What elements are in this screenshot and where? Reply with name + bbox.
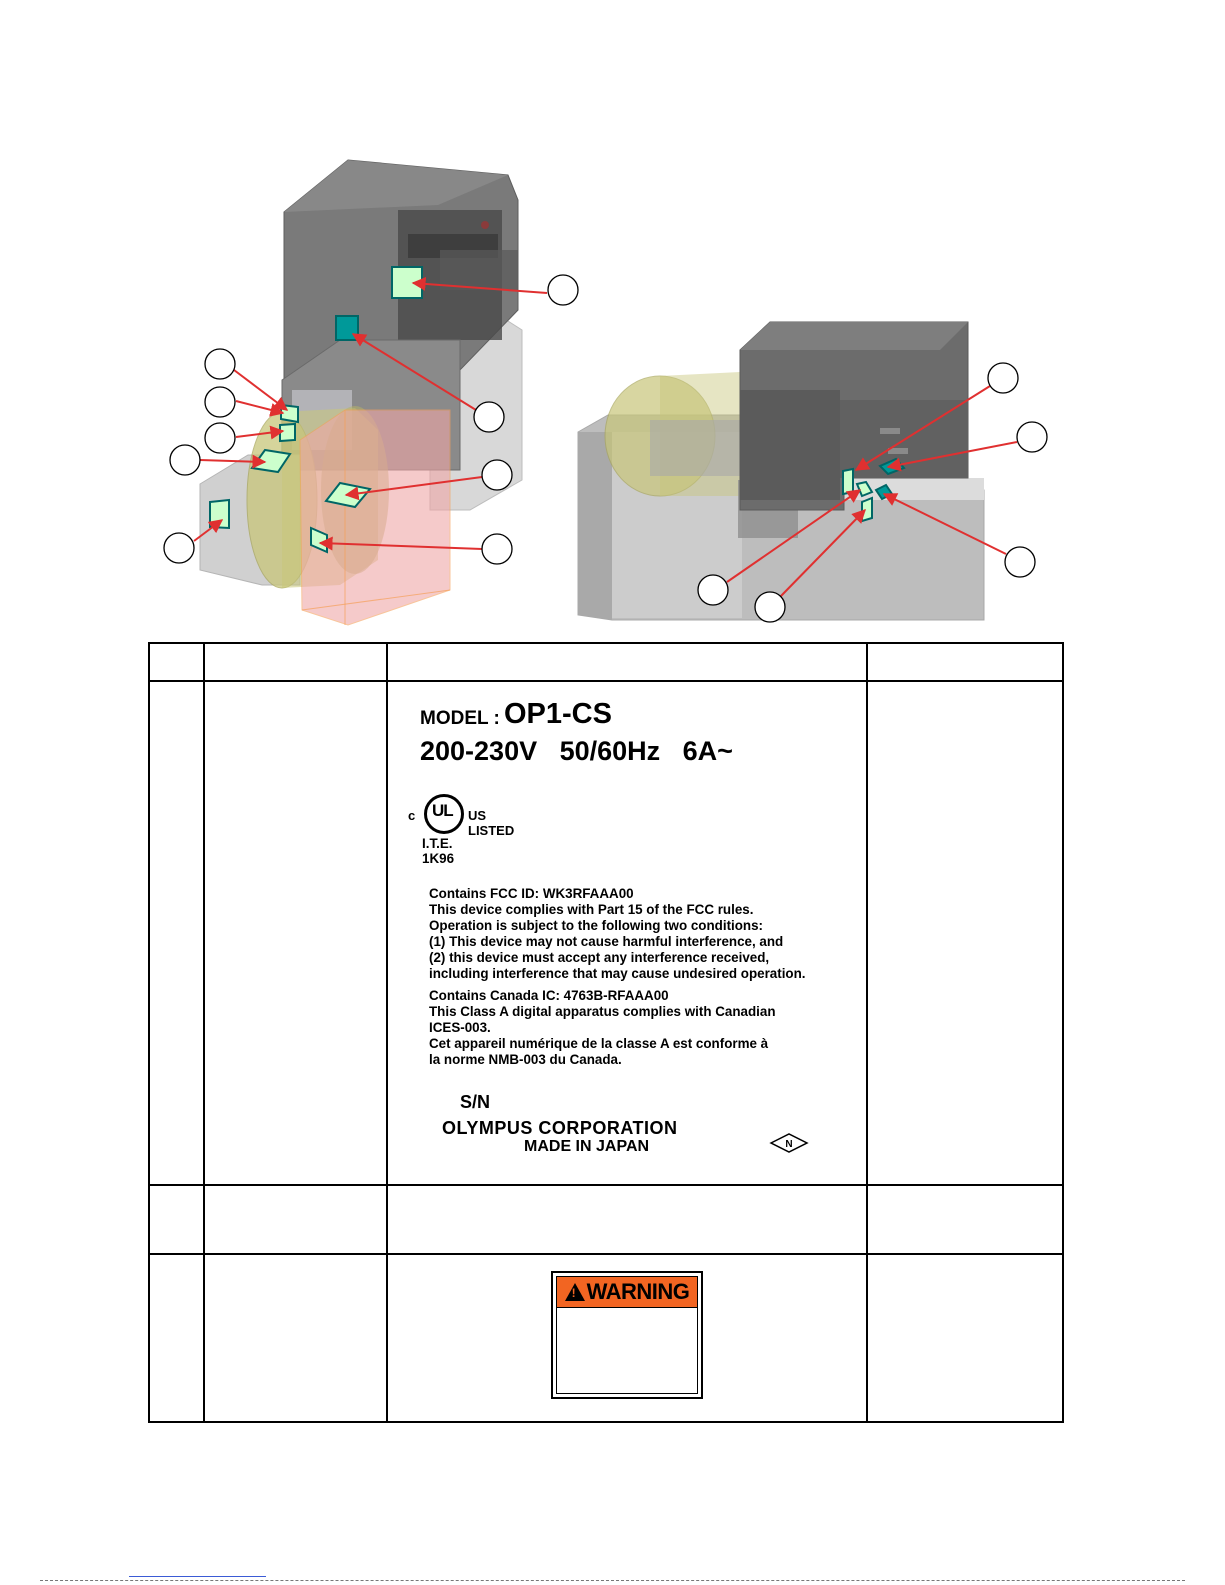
callout-circle: [482, 460, 512, 490]
ite-code: 1K96: [422, 851, 455, 866]
label-marker: [280, 424, 295, 441]
warning-header: [557, 1277, 697, 1308]
fcc-line: Operation is subject to the following two conditions:: [429, 918, 764, 933]
ic-line: Cet appareil numérique de la classe A est conforme à: [429, 1036, 769, 1051]
printer-view-right: [578, 322, 1047, 622]
model-key: MODEL :: [420, 708, 500, 729]
ul-text: UL: [432, 801, 453, 820]
table-cell: [387, 681, 867, 1185]
table-row: [149, 681, 1063, 1185]
label-marker: [862, 498, 872, 521]
ic-line: ICES-003.: [429, 1020, 491, 1035]
callout-circle: [205, 423, 235, 453]
ic-line: This Class A digital apparatus complies with Canadian: [429, 1004, 776, 1019]
header-cell: [387, 643, 867, 681]
callout-circle: [988, 363, 1018, 393]
fcc-line: (2) this device must accept any interference received,: [429, 950, 770, 965]
fcc-line: including interference that may cause undesired operation.: [429, 966, 806, 981]
callout-circle: [164, 533, 194, 563]
label-marker: [210, 500, 229, 528]
label-marker: [843, 469, 853, 494]
made-in: MADE IN JAPAN: [524, 1138, 650, 1155]
callout-circle: [205, 387, 235, 417]
ic-line: Contains Canada IC: 4763B-RFAAA00: [429, 988, 669, 1003]
ite-text: I.T.E.: [422, 836, 453, 851]
callout-circle: [482, 534, 512, 564]
header-cell: [149, 643, 204, 681]
callout-line: [234, 370, 287, 410]
callout-circle: [698, 575, 728, 605]
table-cell: [387, 1254, 867, 1422]
fcc-line: This device complies with Part 15 of the FCC rules.: [429, 902, 754, 917]
table-row: [149, 1254, 1063, 1422]
header-cell: [204, 643, 387, 681]
table-header-row: [149, 643, 1063, 681]
ic-line: la norme NMB-003 du Canada.: [429, 1052, 622, 1067]
company-name: OLYMPUS CORPORATION: [442, 1118, 678, 1138]
table-cell: [149, 1254, 204, 1422]
ul-c-text: c: [408, 808, 416, 823]
label-marker: [336, 316, 358, 340]
table-cell: [204, 1254, 387, 1422]
callout-circle: [474, 402, 504, 432]
callout-circle: [1017, 422, 1047, 452]
table-cell: [867, 1254, 1063, 1422]
printer-view-left: [164, 160, 578, 625]
footer-link-underline[interactable]: [129, 1576, 266, 1577]
footer-dashed-rule: [40, 1580, 1185, 1581]
origin-mark-icon: [769, 1132, 809, 1154]
warning-label: [551, 1271, 703, 1399]
header-cell: [867, 643, 1063, 681]
warning-word: WARNING: [586, 1279, 690, 1304]
callout-circle: [1005, 547, 1035, 577]
table-cell: [867, 681, 1063, 1185]
callout-circle: [548, 275, 578, 305]
table-cell: [387, 1185, 867, 1254]
label-location-diagram: [0, 0, 1225, 640]
warning-triangle-icon: !: [565, 1283, 585, 1301]
fcc-line: Contains FCC ID: WK3RFAAA00: [429, 886, 634, 901]
callout-circle: [170, 445, 200, 475]
table-cell: [204, 681, 387, 1185]
label-table: [148, 642, 1064, 1423]
fcc-line: (1) This device may not cause harmful interference, and: [429, 934, 784, 949]
origin-mark-text: N: [785, 1139, 793, 1150]
power-rating: 200-230V 50/60Hz 6A~: [420, 736, 733, 766]
table-cell: [867, 1185, 1063, 1254]
ul-us-listed: US LISTED: [468, 808, 515, 838]
model-value: OP1-CS: [504, 698, 612, 730]
table-cell: [149, 681, 204, 1185]
serial-number-label: S/N: [460, 1092, 491, 1112]
rating-nameplate: [392, 686, 862, 1176]
table-cell: [149, 1185, 204, 1254]
callout-circle: [205, 349, 235, 379]
table-cell: [204, 1185, 387, 1254]
table-row: [149, 1185, 1063, 1254]
callout-circle: [755, 592, 785, 622]
